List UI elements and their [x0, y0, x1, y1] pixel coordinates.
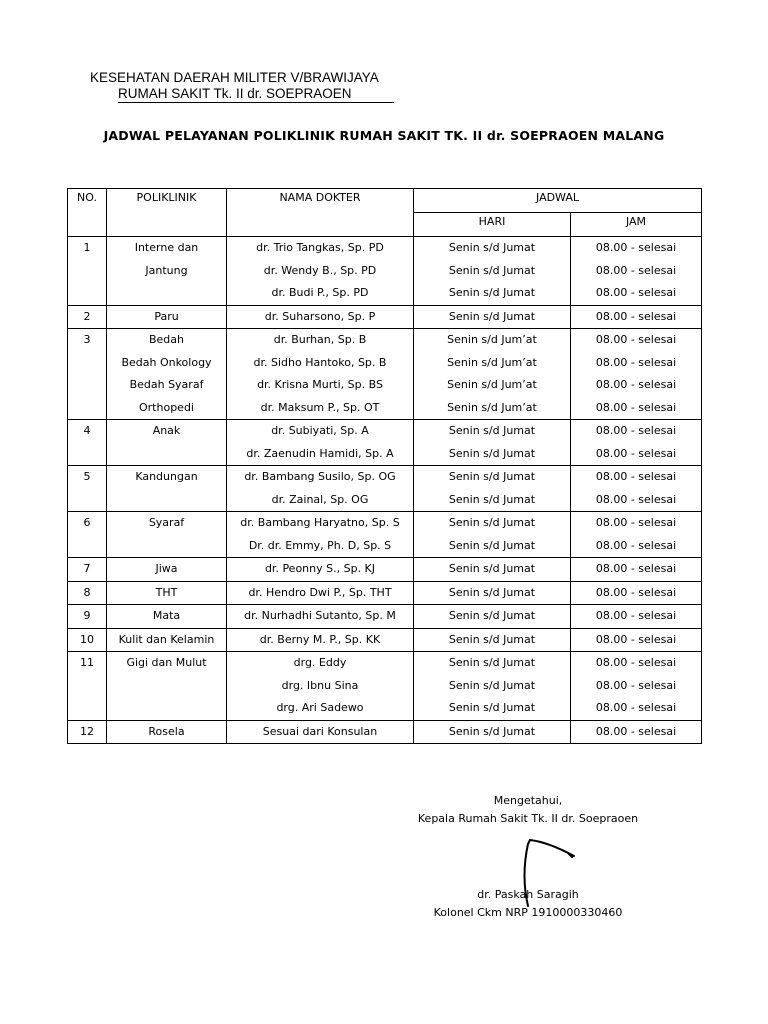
doctor-cell-line: dr. Bambang Haryatno, Sp. S [240, 516, 400, 529]
time-cell-line: 08.00 - selesai [595, 309, 677, 323]
time-cell [571, 420, 702, 466]
poliklinik-cell-line: Interne dan [134, 241, 199, 254]
time-cell [571, 558, 702, 582]
letterhead-line1: KESEHATAN DAERAH MILITER V/BRAWIJAYA [90, 70, 379, 85]
doctor-cell-line: dr. Berny M. P., Sp. KK [259, 632, 381, 646]
time-cell-line: 08.00 - selesai [595, 609, 677, 622]
doctor-cell-line: dr. Suharsono, Sp. P [264, 309, 376, 323]
day-cell-line: Senin s/d Jum’at [447, 333, 537, 346]
letterhead-line2: RUMAH SAKIT Tk. II dr. SOEPRAOEN [118, 86, 394, 103]
row-number-text: 7 [83, 562, 91, 575]
poliklinik-cell [107, 558, 227, 582]
day-cell [414, 512, 571, 558]
header-jadwal: JADWAL [414, 189, 702, 213]
table-row [68, 329, 702, 420]
schedule-table [67, 188, 702, 744]
time-cell-line: 08.00 - selesai [595, 632, 677, 646]
poliklinik-cell-line: Orthopedi [139, 400, 194, 414]
poliklinik-cell-line: Jiwa [155, 562, 178, 575]
day-cell [414, 628, 571, 652]
doctor-cell-line: dr. Sidho Hantoko, Sp. B [253, 355, 387, 369]
document-title: JADWAL PELAYANAN POLIKLINIK RUMAH SAKIT TK. II dr. SOEPRAOEN MALANG [103, 128, 665, 143]
doctor-cell-line: dr. Nurhadhi Sutanto, Sp. M [244, 609, 396, 622]
time-cell-line: 08.00 - selesai [595, 562, 677, 575]
poliklinik-cell [107, 720, 227, 744]
time-cell-line: 08.00 - selesai [595, 470, 677, 483]
time-cell-line: 08.00 - selesai [595, 516, 677, 529]
time-cell-line: 08.00 - selesai [595, 656, 677, 669]
day-cell-line: Senin s/d Jum’at [447, 378, 537, 391]
poliklinik-cell [107, 581, 227, 605]
row-number [68, 305, 107, 329]
doctor-cell [227, 581, 414, 605]
day-cell-line: Senin s/d Jumat [448, 585, 536, 599]
poliklinik-cell-line: Paru [154, 309, 179, 323]
day-cell-line: Senin s/d Jumat [448, 678, 536, 692]
time-cell-line: 08.00 - selesai [595, 538, 677, 552]
poliklinik-cell [107, 420, 227, 466]
poliklinik-cell-line: Anak [152, 424, 181, 437]
row-number-text: 12 [80, 724, 94, 738]
poliklinik-cell [107, 512, 227, 558]
day-cell-line: Senin s/d Jumat [448, 632, 536, 646]
time-cell-line: 08.00 - selesai [595, 400, 677, 414]
row-number [68, 558, 107, 582]
signature-title: Kepala Rumah Sakit Tk. II dr. Soepraoen [417, 812, 639, 825]
doctor-cell-line: dr. Wendy B., Sp. PD [263, 263, 377, 277]
poliklinik-cell-line: Rosela [148, 724, 185, 738]
time-cell-line: 08.00 - selesai [595, 701, 677, 714]
signature-rank: Kolonel Ckm NRP 1910000330460 [433, 906, 623, 919]
day-cell-line: Senin s/d Jumat [448, 424, 536, 437]
header-hari: HARI [414, 213, 571, 237]
doctor-cell [227, 305, 414, 329]
row-number-text: 1 [83, 241, 91, 254]
row-number-text: 9 [83, 609, 91, 622]
doctor-cell-line: dr. Peonny S., Sp. KJ [264, 562, 376, 575]
time-cell-line: 08.00 - selesai [595, 724, 677, 738]
doctor-cell [227, 512, 414, 558]
day-cell-line: Senin s/d Jumat [448, 446, 536, 460]
time-cell [571, 720, 702, 744]
time-cell-line: 08.00 - selesai [595, 241, 677, 254]
doctor-cell-line: drg. Ari Sadewo [276, 701, 364, 714]
day-cell-line: Senin s/d Jumat [448, 309, 536, 323]
poliklinik-cell-line: THT [155, 585, 178, 599]
day-cell-line: Senin s/d Jum’at [447, 400, 537, 414]
day-cell-line: Senin s/d Jumat [448, 470, 536, 483]
row-number-text: 11 [80, 656, 94, 669]
day-cell [414, 420, 571, 466]
row-number [68, 628, 107, 652]
header-no: NO. [68, 189, 107, 237]
poliklinik-cell [107, 237, 227, 306]
day-cell [414, 605, 571, 629]
row-number [68, 581, 107, 605]
doctor-cell [227, 329, 414, 420]
time-cell [571, 605, 702, 629]
time-cell-line: 08.00 - selesai [595, 446, 677, 460]
day-cell-line: Senin s/d Jumat [448, 724, 536, 738]
poliklinik-cell-line: Jantung [145, 263, 188, 277]
doctor-cell [227, 605, 414, 629]
day-cell-line: Senin s/d Jumat [448, 609, 536, 622]
doctor-cell-line: dr. Trio Tangkas, Sp. PD [256, 241, 384, 254]
time-cell-line: 08.00 - selesai [595, 378, 677, 391]
day-cell [414, 329, 571, 420]
time-cell-line: 08.00 - selesai [595, 678, 677, 692]
day-cell-line: Senin s/d Jumat [448, 492, 536, 506]
time-cell-line: 08.00 - selesai [595, 286, 677, 299]
doctor-cell-line: dr. Bambang Susilo, Sp. OG [244, 470, 396, 483]
doctor-cell [227, 558, 414, 582]
table-row [68, 512, 702, 558]
day-cell [414, 466, 571, 512]
poliklinik-cell-line: Mata [152, 609, 181, 622]
table-row [68, 628, 702, 652]
table-row [68, 558, 702, 582]
table-row [68, 605, 702, 629]
doctor-cell-line: dr. Budi P., Sp. PD [271, 286, 369, 299]
doctor-cell-line: dr. Burhan, Sp. B [273, 333, 367, 346]
day-cell-line: Senin s/d Jum’at [447, 355, 537, 369]
day-cell-line: Senin s/d Jumat [448, 701, 536, 714]
letterhead [90, 70, 394, 103]
doctor-cell-line: dr. Zainal, Sp. OG [271, 492, 369, 506]
day-cell [414, 305, 571, 329]
doctor-cell [227, 420, 414, 466]
row-number [68, 605, 107, 629]
row-number-text: 5 [83, 470, 91, 483]
doctor-cell-line: drg. Eddy [293, 656, 347, 669]
table-row [68, 466, 702, 512]
poliklinik-cell [107, 628, 227, 652]
time-cell [571, 329, 702, 420]
row-number [68, 420, 107, 466]
doctor-cell-line: Sesuai dari Konsulan [262, 724, 378, 738]
doctor-cell-line: dr. Krisna Murti, Sp. BS [257, 378, 383, 391]
doctor-cell [227, 628, 414, 652]
row-number [68, 720, 107, 744]
time-cell-line: 08.00 - selesai [595, 355, 677, 369]
time-cell-line: 08.00 - selesai [595, 585, 677, 599]
doctor-cell-line: dr. Maksum P., Sp. OT [260, 400, 380, 414]
doctor-cell-line: dr. Hendro Dwi P., Sp. THT [248, 585, 392, 599]
day-cell [414, 720, 571, 744]
time-cell [571, 466, 702, 512]
time-cell-line: 08.00 - selesai [595, 492, 677, 506]
day-cell [414, 237, 571, 306]
day-cell-line: Senin s/d Jumat [448, 656, 536, 669]
poliklinik-cell-line: Kulit dan Kelamin [118, 632, 215, 646]
header-jam: JAM [571, 213, 702, 237]
doctor-cell [227, 652, 414, 721]
time-cell [571, 237, 702, 306]
day-cell [414, 558, 571, 582]
row-number-text: 6 [83, 516, 91, 529]
signature-name: dr. Paskah Saragih [477, 888, 579, 901]
time-cell-line: 08.00 - selesai [595, 424, 677, 437]
table-row [68, 720, 702, 744]
table-row [68, 237, 702, 306]
day-cell-line: Senin s/d Jumat [448, 286, 536, 299]
poliklinik-cell-line: Kandungan [135, 470, 198, 483]
day-cell [414, 652, 571, 721]
row-number-text: 10 [80, 632, 94, 646]
doctor-cell [227, 466, 414, 512]
day-cell-line: Senin s/d Jumat [448, 562, 536, 575]
doctor-cell [227, 237, 414, 306]
time-cell-line: 08.00 - selesai [595, 263, 677, 277]
table-row [68, 581, 702, 605]
row-number [68, 652, 107, 721]
time-cell [571, 652, 702, 721]
poliklinik-cell [107, 605, 227, 629]
doctor-cell-line: drg. Ibnu Sina [281, 678, 359, 692]
doctor-cell-line: Dr. dr. Emmy, Ph. D, Sp. S [248, 538, 392, 552]
row-number [68, 237, 107, 306]
row-number-text: 3 [83, 333, 91, 346]
day-cell-line: Senin s/d Jumat [448, 241, 536, 254]
poliklinik-cell-line: Syaraf [148, 516, 185, 529]
doctor-cell [227, 720, 414, 744]
poliklinik-cell-line: Bedah [148, 333, 184, 346]
time-cell [571, 581, 702, 605]
table-row [68, 305, 702, 329]
poliklinik-cell-line: Bedah Onkology [121, 355, 212, 369]
time-cell [571, 305, 702, 329]
table-row [68, 420, 702, 466]
table-row [68, 652, 702, 721]
poliklinik-cell [107, 329, 227, 420]
row-number-text: 4 [83, 424, 91, 437]
poliklinik-cell [107, 466, 227, 512]
day-cell-line: Senin s/d Jumat [448, 516, 536, 529]
poliklinik-cell-line: Gigi dan Mulut [126, 656, 207, 669]
signature-mengetahui: Mengetahui, [493, 794, 563, 807]
day-cell-line: Senin s/d Jumat [448, 538, 536, 552]
poliklinik-cell [107, 652, 227, 721]
header-nama-dokter: NAMA DOKTER [227, 189, 414, 237]
time-cell [571, 628, 702, 652]
schedule-body [68, 237, 702, 744]
day-cell-line: Senin s/d Jumat [448, 263, 536, 277]
doctor-cell-line: dr. Subiyati, Sp. A [271, 424, 369, 437]
doctor-cell-line: dr. Zaenudin Hamidi, Sp. A [246, 446, 394, 460]
poliklinik-cell-line: Bedah Syaraf [129, 378, 204, 391]
header-poliklinik: POLIKLINIK [107, 189, 227, 237]
row-number [68, 512, 107, 558]
row-number-text: 2 [83, 309, 91, 323]
time-cell-line: 08.00 - selesai [595, 333, 677, 346]
row-number [68, 466, 107, 512]
row-number [68, 329, 107, 420]
poliklinik-cell [107, 305, 227, 329]
day-cell [414, 581, 571, 605]
row-number-text: 8 [83, 585, 91, 599]
time-cell [571, 512, 702, 558]
